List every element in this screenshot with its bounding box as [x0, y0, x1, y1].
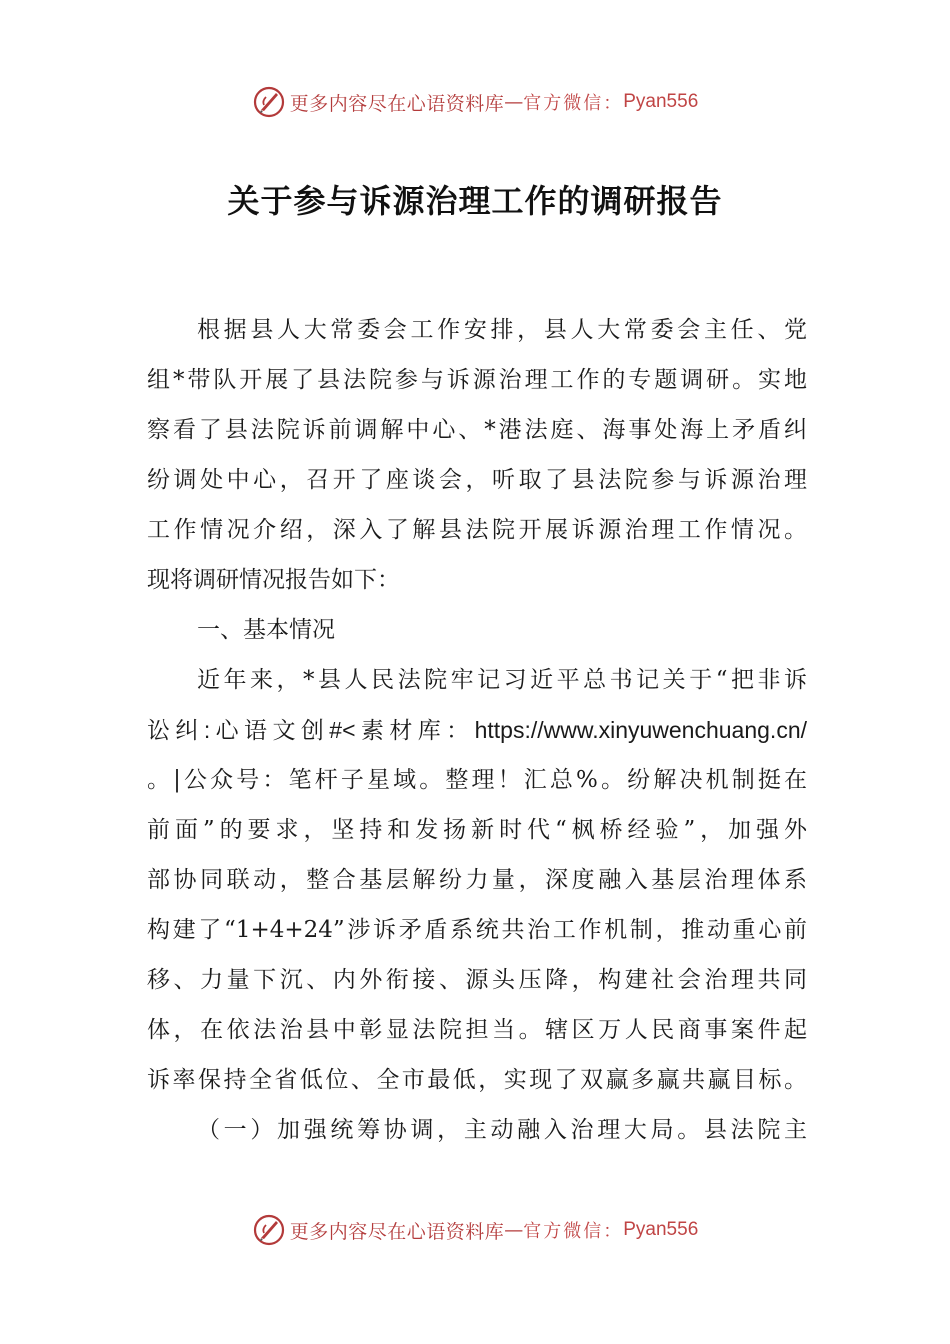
body-line: 察看了县法院诉前调解中心、*港法庭、海事处海上矛盾纠 [147, 417, 807, 443]
body-line: 部协同联动，整合基层解纷力量，深度融入基层治理体系 [147, 867, 807, 893]
section-heading: 一、基本情况 [197, 617, 335, 643]
document-body [147, 305, 807, 1155]
header-banner [0, 80, 950, 124]
body-line: 组*带队开展了县法院参与诉源治理工作的专题调研。实地 [147, 367, 807, 393]
banner-brand-text: 更多内容尽在心语资料库 [289, 92, 505, 115]
body-line: 。|公众号：笔杆子星域。整理！汇总%。纷解决机制挺在 [147, 767, 807, 793]
body-line: 讼纠:心语文创#<素材库：https://www.xinyuwenchuang.cn/ [147, 717, 807, 743]
body-line: 工作情况介绍，深入了解县法院开展诉源治理工作情况。 [147, 517, 807, 543]
quill-logo-icon [252, 1213, 286, 1247]
body-line: 根据县人大常委会工作安排，县人大常委会主任、党 [197, 317, 807, 343]
banner-separator: — [504, 91, 524, 113]
banner-separator: — [504, 1219, 524, 1241]
banner-wechat-id: Pyan556 [623, 91, 699, 112]
banner-wechat-label: 官方微信： [523, 1221, 624, 1242]
body-line: 纷调处中心，召开了座谈会，听取了县法院参与诉源治理 [147, 467, 807, 493]
body-line: 前面”的要求，坚持和发扬新时代“枫桥经验”，加强外 [147, 817, 807, 843]
body-line: 体，在依法治县中彰显法院担当。辖区万人民商事案件起 [147, 1017, 807, 1043]
footer-banner [0, 1208, 950, 1252]
body-line: 移、力量下沉、内外衔接、源头压降，构建社会治理共同 [147, 967, 807, 993]
banner-wechat-label: 官方微信： [523, 93, 624, 114]
body-line: 现将调研情况报告如下： [147, 567, 400, 593]
body-line: 构建了“1+4+24”涉诉矛盾系统共治工作机制，推动重心前 [147, 917, 807, 943]
document-title: 关于参与诉源治理工作的调研报告 [227, 182, 723, 220]
body-line: 近年来，*县人民法院牢记习近平总书记关于“把非诉 [197, 667, 807, 693]
body-line: 诉率保持全省低位、全市最低，实现了双赢多赢共赢目标。 [147, 1067, 807, 1093]
subsection-line: （一）加强统筹协调，主动融入治理大局。县法院主 [197, 1117, 807, 1143]
banner-brand-text: 更多内容尽在心语资料库 [289, 1220, 505, 1243]
banner-wechat-id: Pyan556 [623, 1219, 699, 1240]
quill-logo-icon [252, 85, 286, 119]
